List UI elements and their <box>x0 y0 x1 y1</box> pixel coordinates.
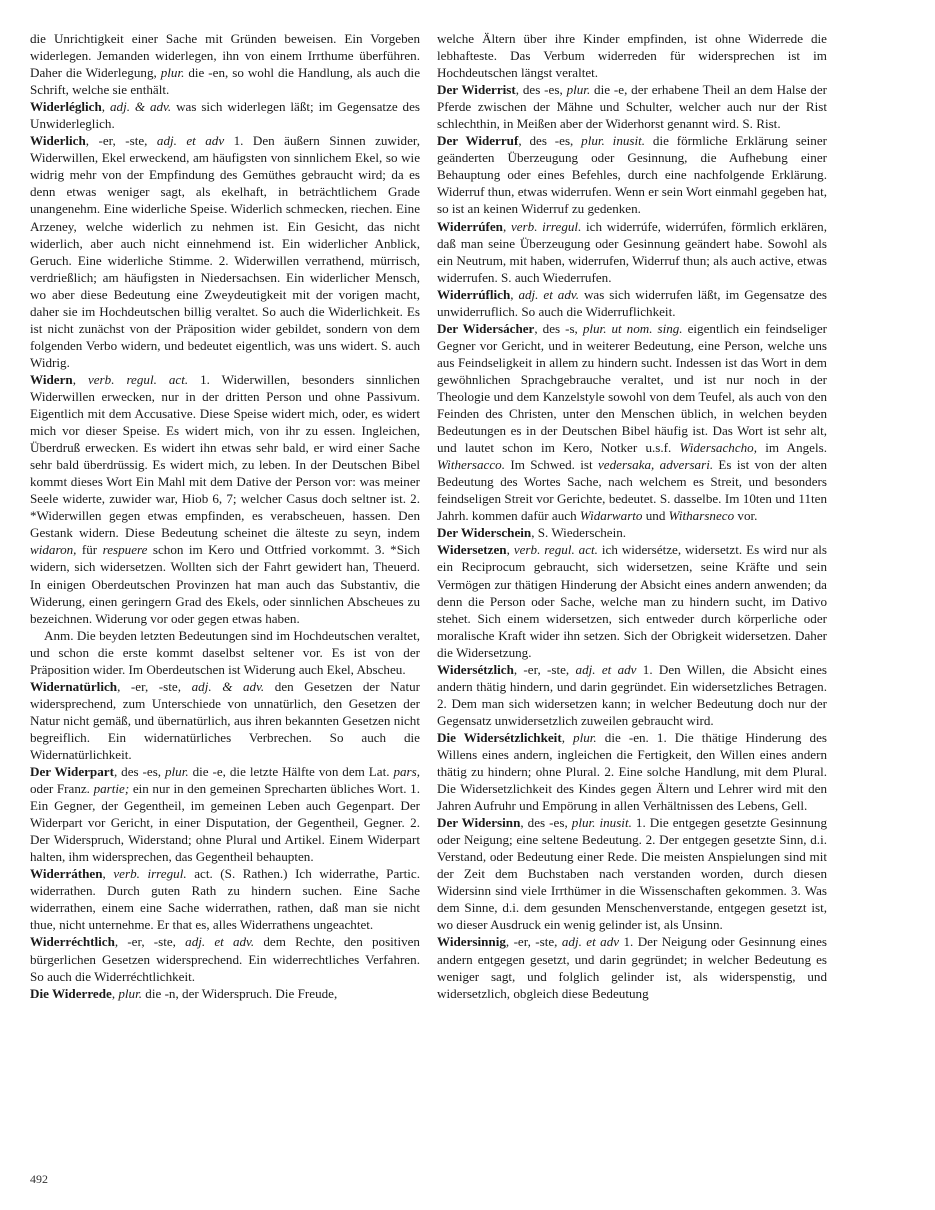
dictionary-entry <box>30 627 420 678</box>
grammar-label: Witharsneco <box>668 508 735 524</box>
dictionary-entry <box>30 865 420 933</box>
grammar-label: verb. irregul. <box>510 218 582 234</box>
dictionary-entry <box>437 814 827 933</box>
entry-text: welche Ältern über ihre Kinder empfinden, ist ohne Widerrede die lebhafteste. Das Verbum widerreden für widersprechen ist im Hochdeutschen längst veraltet. <box>437 31 827 81</box>
grammar-label: Widersachcho, <box>679 440 758 456</box>
entry-text: 1. Den Willen, die Absicht eines andern thätig hindern, und darin gegründet. Ein widersetzliches Betragen. 2. Dem man sich widersetzen kann; in welcher Bedeutung doch nur der Gegensatz unwidersetzlich zuweilen gebraucht wird. <box>437 661 827 728</box>
entry-text: was sich widerrufen läßt, im Gegensatze des unwiderruflich. So auch die Widerruflichkeit. <box>437 286 827 319</box>
dictionary-entry <box>437 81 827 132</box>
grammar-label: partie; <box>93 781 130 797</box>
grammar-label: plur. <box>118 985 143 1001</box>
grammar-label: adj. & adv. <box>191 678 265 694</box>
grammar-label: adj. & adv. <box>109 99 172 115</box>
entry-text: die -e, der erhabene Theil an dem Halse der Pferde zwischen der Mähne und Schulter, welcher auch nur der Rist schlechthin, in Meißen aber der Widerhorst genannt wird. S. Rist. <box>437 82 828 132</box>
headword: Der Widersácher <box>437 320 535 336</box>
headword: Der Widerrist <box>437 82 516 98</box>
entry-text: ich widersétze, widersetzt. Es wird nur als ein Reciprocum gebraucht, sich widersetzen, seine Kräfte und sein Vermögen zur thätigen Hinderung der Absicht eines andern anwenden; da denn die Person oder Sache, welche man zu hindern sucht, im Dativo stehet. Sich einem widersetzen, sich entweder durch körperliche oder moralische Kraft wider ihn setzen. Sich der Obrigkeit widersetzen. Daher die Widersetzung. <box>437 542 828 660</box>
grammar-label: plur. inusit. <box>571 815 632 831</box>
headword: Widersinnig <box>437 934 506 950</box>
grammar-label: widaron, <box>30 542 77 558</box>
entry-text: die -e, die letzte Hälfte von dem Lat. <box>188 764 394 780</box>
headword: Widerrúfen <box>437 218 503 234</box>
grammar-label: respuere <box>102 542 148 558</box>
grammar-label: plur. inusit. <box>581 133 646 149</box>
entry-text: was sich widerlegen läßt; im Gegensatze des Unwiderleglich. <box>30 99 420 132</box>
grammar-label: adj. et adv <box>561 934 620 950</box>
entry-text: und <box>642 508 669 524</box>
entry-text: , <box>102 866 114 882</box>
entry-text: den Gesetzen der Natur widersprechend, zum Unterschiede von unnatürlich, den Gesetzen der Natur nicht gemäß, und übernatürlich, aus ihren bekannten Gesetzen nicht begreiflich. Ein widernatürliches Verbrechen. So auch die Widernatürlichkeit. <box>30 678 420 762</box>
entry-text: 1. Die entgegen gesetzte Gesinnung oder Neigung; eine seltene Bedeutung. 2. Der entgegen gesetzte Sinn, d.i. Verstand, oder Bedeutung einer Rede. Die meisten Anspielungen sind mit der Zeit dem Buchstaben nach verstanden worden, durch diesen Widersinn sind viele Irrthümer in die Wissenschaften gekommen. 3. Was dem Sinne, d.i. dem gesunden Menschenverstande, entgegen gesetzt ist, wo dieser Ausdruck ein wenig gelinder ist, als Unsinn. <box>437 815 827 933</box>
dictionary-entry <box>30 933 420 984</box>
entry-text: Anm. Die beyden letzten Bedeutungen sind im Hochdeutschen veraltet, und schon die erste kommt daselbst seltener vor. Es ist von der Präposition wider. Im Oberdeutschen ist Widerung auch Ekel, Abscheu. <box>30 627 420 677</box>
dictionary-entry <box>437 320 827 525</box>
headword: Die Widersétzlichkeit <box>437 729 562 745</box>
dictionary-entry <box>437 661 827 729</box>
grammar-label: adj. et adv <box>575 661 637 677</box>
headword: Der Widerpart <box>30 764 114 780</box>
entry-text: 1. Den äußern Sinnen zuwider, Widerwillen, Ekel erweckend, am häufigsten von sinnlichem Ekel, so wie widrig mehr von der Empfindung des Gemüthes gebraucht wird; da es denn etwas weniger sagt, als ekelhaft, in beträchtlichem Grade unangenehm. Eine widerliche Speise. Widerlich schmecken, riechen. Eine Arzeney, welche widerlich zu nehmen ist. Ein Gesicht, das nicht widerlich, aber auch nicht einnehmend ist. Ein widerlicher Anblick, Geruch. Eine widerliche Stimme. 2. Widerwillen verrathend, mürrisch, verdrießlich; am häufigsten in Niedersachsen. Ein widerlicher Mensch, wo aber diese Bedeutung eine Zweydeutigkeit mit der vorigen macht, daher sie im Hochdeutschen billig veraltet. So auch die Widerlichkeit. Es ist nicht zunächst von der Präposition wider gebildet, sondern von dem folgenden Verbo widern, und bedeutet eigentlich, was uns widert. S. auch Widrig. <box>30 133 420 370</box>
entry-text: , <box>502 218 511 234</box>
grammar-label: plur. <box>165 764 189 780</box>
entry-text: , <box>72 371 88 387</box>
headword: Die Widerrede <box>30 985 112 1001</box>
grammar-label: verb. regul. act. <box>87 371 189 387</box>
grammar-label: adj. et adv <box>156 133 225 149</box>
grammar-label: plur. ut nom. sing. <box>582 320 683 336</box>
entry-text: oder Franz. <box>30 781 94 797</box>
dictionary-entry <box>30 371 420 627</box>
headword: Widersetzen <box>437 542 507 558</box>
left-column <box>30 30 420 1002</box>
dictionary-entry <box>437 218 827 286</box>
entry-text: , -er, -ste, <box>117 678 192 694</box>
dictionary-entry <box>437 524 827 541</box>
entry-text: eigentlich ein feindseliger Gegner vor Gericht, und in weiterer Bedeutung, eine Person, welche uns aus Feindseligkeit in allem zu hindern sucht. Indessen ist das Wort in dem gewöhnlichen Sprachgebrauche veraltet, und ist nur noch in der Theologie und dem Kanzelstyle sowohl von dem Teufel, als auch von den Feinden des Christen, unter den Menschen üblich, in welchen beyden Bedeutungen es in der Deutschen Bibel häufig ist. Das Wort ist sehr alt, und lautet schon im Kero, Notker u.s.f. <box>437 320 828 456</box>
dictionary-entry <box>30 98 420 132</box>
entry-text: für <box>76 542 103 558</box>
entry-text: , des -es, <box>113 764 165 780</box>
dictionary-entry <box>30 678 420 763</box>
headword: Der Widersinn <box>437 815 521 831</box>
entry-text: ich widerrúfe, widerrúfen, förmlich erklären, daß man seine Überzeugung oder Gesinnung geändert habe. Sowohl als ein Neutrum, mit haben, widerrufen, Widerruf thun; als auch active, etwas widerrufen. S. auch Wiederrufen. <box>437 218 827 285</box>
grammar-label: verb. irregul. <box>113 866 187 882</box>
entry-text: , <box>111 985 119 1001</box>
entry-text: die -n, der Widerspruch. Die Freude, <box>142 985 338 1001</box>
entry-text: Im Schwed. ist <box>505 457 598 473</box>
grammar-label: pars, <box>393 764 420 780</box>
dictionary-entry <box>437 933 827 1001</box>
headword: Widersétzlich <box>437 661 514 677</box>
grammar-label: adj. et adv. <box>185 934 255 950</box>
entry-text: , des -es, <box>520 815 572 831</box>
entry-text: , -er, -ste, <box>513 661 576 677</box>
entry-text: , -er, -ste, <box>505 934 562 950</box>
headword: Widerléglich <box>30 99 102 115</box>
entry-text: vor. <box>734 508 758 524</box>
grammar-label: vedersaka, adversari. <box>597 457 714 473</box>
entry-text: , <box>506 542 514 558</box>
entry-text: , <box>510 286 519 302</box>
grammar-label: plur. <box>573 729 597 745</box>
entry-text: , S. Wiederschein. <box>531 525 627 541</box>
entry-text: schon im Kero und Ottfried vorkommt. 3. *Sich widern, sich widersetzen. Wollten sich der Fahrt gewidert han, Theuerd. In einigen Oberdeutschen Provinzen hat man auch das Substantiv, die Widerung, einen geringern Grad des Ekels, oder sinnlichen Abscheues zu bezeichnen. Widerung vor oder gegen etwas haben. <box>30 542 420 626</box>
entry-text: , -er, -ste, <box>85 133 157 149</box>
grammar-label: plur. <box>160 65 185 81</box>
grammar-label: adj. et adv. <box>518 286 579 302</box>
grammar-label: verb. regul. act. <box>513 542 598 558</box>
entry-text: die förmliche Erklärung seiner geänderten Überzeugung oder Gesinnung, die Aufhebung einer Behauptung oder eines Befehles, durch eine nachfolgende Erklärung. Widerruf thun, etwas widerrufen. Wenn er sein Wort einmahl gegeben hat, so ist an keinen Widerruf zu gedenken. <box>437 133 828 217</box>
dictionary-entry <box>437 729 827 814</box>
entry-text: act. (S. Rathen.) Ich widerrathe, Partic. widerrathen. Durch guten Rath zu hindern suchen. Eine Sache widerrathen, einem eine Sache widerrathen, rathen, daß man sie nicht thue, nicht unternehme. Er that es, alles Widerrathens ungeachtet. <box>30 866 420 933</box>
entry-text: , des -es, <box>518 133 582 149</box>
page-number: 492 <box>30 1172 48 1186</box>
dictionary-entry <box>30 30 420 98</box>
dictionary-entry <box>437 132 827 217</box>
right-column <box>437 30 827 1002</box>
entry-text: im Angels. <box>757 440 828 456</box>
entry-text: Es ist von der alten Bedeutung des Wortes Sache, nach welchem es Streit, und besonders feindseligen Streit vor Gerichte, bedeutet. S. dasselbe. Im 10ten und 11ten Jahrh. kommen dafür auch <box>437 457 827 524</box>
dictionary-entry <box>30 763 420 865</box>
entry-text: ein nur in den gemeinen Sprecharten übliches Wort. 1. Ein Gegner, der Gegentheil, im gemeinen Leben auch Gegenpart. Der Widerpart vor Gericht, in einer Disputation, der Gegentheil, Gegner. 2. Der Widerspruch, Widerstand; ohne Plural und Artikel. Einem Widerpart halten, ihm widersprechen, das Gegentheil behaupten. <box>30 781 420 865</box>
entry-text: , des -es, <box>515 82 567 98</box>
headword: Widerréchtlich <box>30 934 115 950</box>
grammar-label: plur. <box>566 82 591 98</box>
entry-text: , -er, -ste, <box>114 934 186 950</box>
headword: Widern <box>30 371 73 387</box>
entry-text: die Unrichtigkeit einer Sache mit Gründen beweisen. Ein Vorgeben widerlegen. Jemanden widerlegen, ihn von einem Irrthume überführen. Daher die Widerlegung, <box>30 31 420 81</box>
headword: Widerrúflich <box>437 286 511 302</box>
entry-text: , <box>561 729 574 745</box>
entry-text: die -en. 1. Die thätige Hinderung des Willens eines andern, ingleichen die Fertigkeit, den Willen eines andern thätig zu hindern; ohne Plural. 2. Eine solche Handlung, mit dem Plural. Die Widersetzlichkeit des Kindes gegen Ältern und Lehrer wird mit den Jahren Aufruhr und Empörung in allen Verhältnissen des Lebens, Gell. <box>437 729 828 814</box>
headword: Widerlich <box>30 133 86 149</box>
entry-text: 1. Der Neigung oder Gesinnung eines andern entgegen gesetzt, und darin gegründet; in welcher Bedeutung es weniger sagt, und folglich gelinder ist, als widerspenstig, und widersetzlich, obgleich diese Bedeutung <box>437 934 827 1001</box>
grammar-label: Withersacco. <box>437 457 506 473</box>
grammar-label: Widarwarto <box>579 508 643 524</box>
entry-text: die -en, so wohl die Handlung, als auch die Schrift, welche sie enthält. <box>30 65 421 98</box>
headword: Der Widerruf <box>437 133 519 149</box>
headword: Widernatürlich <box>30 678 118 694</box>
headword: Widerráthen <box>30 866 103 882</box>
headword: Der Widerschein <box>437 525 532 541</box>
entry-text: , des -s, <box>534 320 583 336</box>
dictionary-entry <box>437 541 827 660</box>
entry-text: , <box>101 99 110 115</box>
entry-text: 1. Widerwillen, besonders sinnlichen Widerwillen erwecken, nur in der dritten Person und ohne Passivum. Eigentlich mit dem Accusative. Diese Speise widert mich, oder, es widert mich vor dieser Speise. Es widert mich, von ihr zu essen. Ingleichen, Überdruß erwecken. Es widert ihn etwas sehr bald, er wird einer Sache sehr bald überdrüssig. Es widert mich, zu leben. In der Deutschen Bibel kommt dieses Wort Ein Mahl mit dem Dative der Person vor: was meiner Seele widerte, zuwider war, Hiob 6, 7; welcher Casus doch seltner ist. 2. *Widerwillen gegen etwas empfinden, es verabscheuen, hassen. Den Gestank widern. Diese Bedeutung scheinet die älteste zu seyn, indem <box>30 371 420 541</box>
dictionary-entry <box>437 30 827 81</box>
dictionary-entry <box>30 132 420 371</box>
dictionary-entry <box>30 985 420 1002</box>
dictionary-entry <box>437 286 827 320</box>
entry-text: dem Rechte, den positiven bürgerlichen Gesetzen widersprechend. Ein widerrechtliches Verfahren. So auch die Widerréchtlichkeit. <box>30 934 420 984</box>
